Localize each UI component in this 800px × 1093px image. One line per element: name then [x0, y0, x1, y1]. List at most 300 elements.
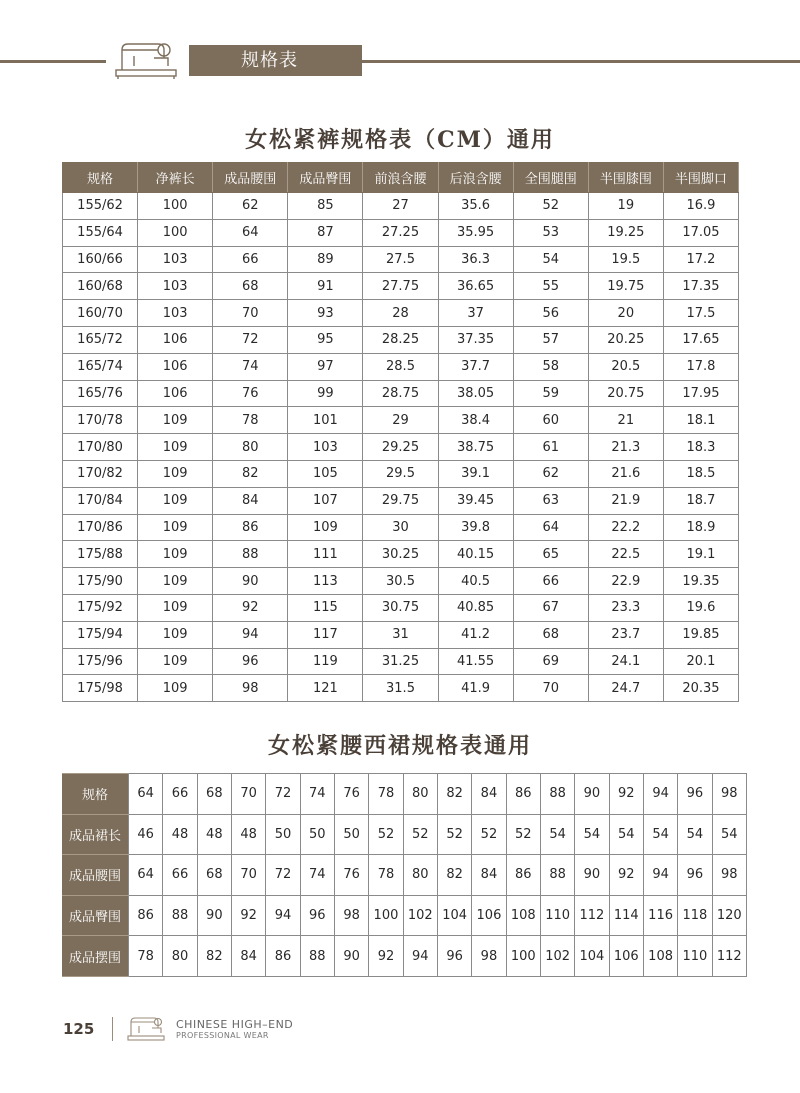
table-cell: 96: [678, 855, 712, 896]
table-cell: 74: [213, 353, 288, 380]
table-cell: 170/80: [63, 434, 138, 461]
table-cell: 18.1: [663, 407, 738, 434]
table-cell: 160/70: [63, 300, 138, 327]
table-cell: 87: [288, 219, 363, 246]
table-cell: 99: [288, 380, 363, 407]
table-cell: 17.5: [663, 300, 738, 327]
table-cell: 28.5: [363, 353, 438, 380]
table-cell: 21.6: [588, 460, 663, 487]
table-cell: 28.75: [363, 380, 438, 407]
row-header: 成品裙长: [62, 814, 129, 855]
table-cell: 48: [163, 814, 197, 855]
table-cell: 96: [678, 774, 712, 815]
table-cell: 37.7: [438, 353, 513, 380]
table-row: [62, 895, 747, 936]
table-cell: 21: [588, 407, 663, 434]
footer-brand-line2: PROFESSIONAL WEAR: [176, 1031, 269, 1040]
table-cell: 23.7: [588, 621, 663, 648]
table-cell: 86: [506, 774, 540, 815]
table-cell: 92: [609, 855, 643, 896]
table-cell: 52: [513, 193, 588, 220]
table-cell: 31.25: [363, 648, 438, 675]
table-cell: 90: [197, 895, 231, 936]
table-cell: 90: [213, 568, 288, 595]
table-cell: 90: [575, 855, 609, 896]
table-cell: 97: [288, 353, 363, 380]
table-cell: 90: [334, 936, 368, 977]
table-cell: 98: [712, 855, 746, 896]
table-cell: 54: [609, 814, 643, 855]
table-cell: 118: [678, 895, 712, 936]
table-cell: 107: [288, 487, 363, 514]
table-cell: 112: [575, 895, 609, 936]
table-cell: 17.65: [663, 326, 738, 353]
table-cell: 39.8: [438, 514, 513, 541]
table-cell: 36.3: [438, 246, 513, 273]
table-cell: 66: [163, 855, 197, 896]
table-cell: 72: [266, 774, 300, 815]
table-cell: 39.45: [438, 487, 513, 514]
table-cell: 84: [213, 487, 288, 514]
table-cell: 111: [288, 541, 363, 568]
table-cell: 17.8: [663, 353, 738, 380]
table-cell: 68: [513, 621, 588, 648]
table-cell: 109: [138, 434, 213, 461]
table-cell: 20.1: [663, 648, 738, 675]
table-cell: 109: [138, 487, 213, 514]
table-cell: 112: [712, 936, 746, 977]
table-cell: 155/64: [63, 219, 138, 246]
table-cell: 103: [138, 300, 213, 327]
table-cell: 18.7: [663, 487, 738, 514]
table-cell: 54: [678, 814, 712, 855]
table-cell: 170/78: [63, 407, 138, 434]
table-cell: 52: [472, 814, 506, 855]
table-cell: 170/86: [63, 514, 138, 541]
table-cell: 80: [213, 434, 288, 461]
table-cell: 100: [138, 219, 213, 246]
table-cell: 22.9: [588, 568, 663, 595]
table-cell: 31: [363, 621, 438, 648]
table-row: [63, 514, 739, 541]
table-cell: 58: [513, 353, 588, 380]
table-cell: 106: [138, 380, 213, 407]
pants-column-header: 成品臀围: [288, 163, 363, 193]
table-row: [63, 568, 739, 595]
table-cell: 70: [513, 675, 588, 702]
row-header: 规格: [62, 774, 129, 815]
table-row: [63, 246, 739, 273]
footer-divider: [112, 1017, 113, 1041]
table-cell: 109: [138, 594, 213, 621]
table-cell: 95: [288, 326, 363, 353]
table-cell: 21.3: [588, 434, 663, 461]
table-cell: 50: [300, 814, 334, 855]
table-cell: 110: [678, 936, 712, 977]
table-cell: 22.5: [588, 541, 663, 568]
table-cell: 27.5: [363, 246, 438, 273]
table-cell: 19.25: [588, 219, 663, 246]
table-cell: 20.35: [663, 675, 738, 702]
table-cell: 57: [513, 326, 588, 353]
table-cell: 74: [300, 855, 334, 896]
table-cell: 86: [129, 895, 163, 936]
table-cell: 160/68: [63, 273, 138, 300]
table-cell: 67: [513, 594, 588, 621]
table-cell: 48: [197, 814, 231, 855]
table-cell: 175/90: [63, 568, 138, 595]
pants-header-row: [63, 163, 739, 193]
table-cell: 76: [213, 380, 288, 407]
table-row: [63, 353, 739, 380]
table-cell: 41.9: [438, 675, 513, 702]
table-cell: 38.05: [438, 380, 513, 407]
table-cell: 22.2: [588, 514, 663, 541]
table-cell: 101: [288, 407, 363, 434]
table-cell: 103: [138, 273, 213, 300]
table-cell: 165/74: [63, 353, 138, 380]
table-cell: 64: [129, 774, 163, 815]
table-cell: 64: [513, 514, 588, 541]
table-cell: 109: [138, 648, 213, 675]
table-cell: 30: [363, 514, 438, 541]
table-row: [63, 434, 739, 461]
table-cell: 20.5: [588, 353, 663, 380]
table-cell: 119: [288, 648, 363, 675]
sewing-machine-icon: [114, 36, 178, 80]
footer-brand-line1: CHINESE HIGH–END: [176, 1018, 294, 1031]
table-cell: 80: [403, 855, 437, 896]
table-cell: 41.2: [438, 621, 513, 648]
table-cell: 175/88: [63, 541, 138, 568]
table-cell: 86: [266, 936, 300, 977]
table-cell: 160/66: [63, 246, 138, 273]
table-row: [63, 621, 739, 648]
table-cell: 86: [506, 855, 540, 896]
table-cell: 90: [575, 774, 609, 815]
row-header: 成品腰围: [62, 855, 129, 896]
pants-column-header: 前浪含腰: [363, 163, 438, 193]
table-row: [63, 541, 739, 568]
table-cell: 20: [588, 300, 663, 327]
table-cell: 63: [513, 487, 588, 514]
table-cell: 40.5: [438, 568, 513, 595]
table-cell: 66: [163, 774, 197, 815]
table-cell: 106: [138, 353, 213, 380]
table-cell: 106: [609, 936, 643, 977]
table-cell: 38.75: [438, 434, 513, 461]
table-cell: 54: [513, 246, 588, 273]
table-cell: 85: [288, 193, 363, 220]
table-cell: 109: [138, 541, 213, 568]
table-cell: 92: [609, 774, 643, 815]
table-cell: 19.85: [663, 621, 738, 648]
header-rule-left: [0, 60, 106, 63]
pants-size-table: [62, 162, 739, 702]
table-cell: 100: [506, 936, 540, 977]
table-cell: 66: [513, 568, 588, 595]
table-cell: 52: [506, 814, 540, 855]
table-cell: 88: [300, 936, 334, 977]
table-cell: 62: [213, 193, 288, 220]
table-cell: 68: [197, 855, 231, 896]
table-cell: 40.85: [438, 594, 513, 621]
table-cell: 38.4: [438, 407, 513, 434]
table-cell: 100: [369, 895, 403, 936]
table-cell: 39.1: [438, 460, 513, 487]
table-cell: 62: [513, 460, 588, 487]
table-cell: 36.65: [438, 273, 513, 300]
table-cell: 109: [138, 514, 213, 541]
table-row: [62, 936, 747, 977]
table-cell: 175/98: [63, 675, 138, 702]
table-cell: 102: [540, 936, 574, 977]
table-cell: 110: [540, 895, 574, 936]
table-cell: 28: [363, 300, 438, 327]
table-cell: 74: [300, 774, 334, 815]
table-cell: 54: [643, 814, 677, 855]
table-cell: 23.3: [588, 594, 663, 621]
table-cell: 59: [513, 380, 588, 407]
table-row: [63, 407, 739, 434]
table-cell: 98: [712, 774, 746, 815]
table-cell: 20.75: [588, 380, 663, 407]
table-cell: 98: [213, 675, 288, 702]
pants-column-header: 全围腿围: [513, 163, 588, 193]
table-cell: 19.6: [663, 594, 738, 621]
table-row: [63, 460, 739, 487]
table-cell: 70: [231, 774, 265, 815]
table-cell: 84: [231, 936, 265, 977]
table-cell: 54: [575, 814, 609, 855]
table-cell: 55: [513, 273, 588, 300]
table-cell: 82: [197, 936, 231, 977]
table-row: [63, 648, 739, 675]
table-cell: 96: [213, 648, 288, 675]
table-cell: 109: [138, 621, 213, 648]
table-cell: 68: [213, 273, 288, 300]
table-cell: 70: [213, 300, 288, 327]
table-cell: 64: [129, 855, 163, 896]
table-cell: 96: [437, 936, 471, 977]
table-cell: 66: [213, 246, 288, 273]
table-cell: 54: [712, 814, 746, 855]
table-cell: 80: [403, 774, 437, 815]
table-cell: 72: [266, 855, 300, 896]
table-cell: 165/72: [63, 326, 138, 353]
table-row: [63, 380, 739, 407]
table-cell: 121: [288, 675, 363, 702]
pants-column-header: 后浪含腰: [438, 163, 513, 193]
table-row: [63, 594, 739, 621]
table-row: [63, 675, 739, 702]
table-cell: 92: [369, 936, 403, 977]
table-cell: 114: [609, 895, 643, 936]
table-cell: 94: [643, 855, 677, 896]
table-cell: 86: [213, 514, 288, 541]
table-cell: 61: [513, 434, 588, 461]
table-cell: 48: [231, 814, 265, 855]
table-cell: 41.55: [438, 648, 513, 675]
table-cell: 37: [438, 300, 513, 327]
table-cell: 170/84: [63, 487, 138, 514]
table-cell: 93: [288, 300, 363, 327]
table-cell: 29.5: [363, 460, 438, 487]
table-cell: 98: [334, 895, 368, 936]
table-cell: 52: [437, 814, 471, 855]
row-header: 成品臀围: [62, 895, 129, 936]
table-row: [63, 193, 739, 220]
table-cell: 82: [437, 855, 471, 896]
table-cell: 19.35: [663, 568, 738, 595]
table-cell: 17.95: [663, 380, 738, 407]
table-cell: 46: [129, 814, 163, 855]
table-cell: 17.2: [663, 246, 738, 273]
table-cell: 175/96: [63, 648, 138, 675]
table-cell: 170/82: [63, 460, 138, 487]
table-cell: 109: [138, 675, 213, 702]
table-cell: 155/62: [63, 193, 138, 220]
table-cell: 84: [472, 855, 506, 896]
table-cell: 16.9: [663, 193, 738, 220]
table-cell: 52: [369, 814, 403, 855]
header-rule-right: [362, 60, 800, 63]
table-row: [62, 855, 747, 896]
skirt-table-title: 女松紧腰西裙规格表通用: [267, 733, 532, 759]
table-cell: 100: [138, 193, 213, 220]
table-cell: 37.35: [438, 326, 513, 353]
table-cell: 19.75: [588, 273, 663, 300]
table-row: [62, 814, 747, 855]
table-row: [63, 487, 739, 514]
table-cell: 94: [266, 895, 300, 936]
table-cell: 82: [213, 460, 288, 487]
pants-table-title: 女松紧裤规格表（CM）通用: [245, 127, 555, 153]
table-cell: 76: [334, 855, 368, 896]
table-cell: 56: [513, 300, 588, 327]
header-label: 规格表: [189, 45, 362, 76]
table-cell: 24.1: [588, 648, 663, 675]
table-cell: 76: [334, 774, 368, 815]
table-cell: 30.25: [363, 541, 438, 568]
table-cell: 106: [472, 895, 506, 936]
table-cell: 29.75: [363, 487, 438, 514]
table-cell: 175/94: [63, 621, 138, 648]
table-cell: 96: [300, 895, 334, 936]
row-header: 成品摆围: [62, 936, 129, 977]
table-row: [62, 774, 747, 815]
table-cell: 18.3: [663, 434, 738, 461]
table-cell: 40.15: [438, 541, 513, 568]
table-cell: 70: [231, 855, 265, 896]
table-cell: 82: [437, 774, 471, 815]
page-number: 125: [63, 1020, 95, 1038]
table-row: [63, 326, 739, 353]
pants-column-header: 半围膝围: [588, 163, 663, 193]
table-cell: 35.6: [438, 193, 513, 220]
table-cell: 27.25: [363, 219, 438, 246]
table-cell: 50: [266, 814, 300, 855]
table-cell: 19.1: [663, 541, 738, 568]
table-cell: 88: [540, 855, 574, 896]
table-cell: 92: [213, 594, 288, 621]
pants-column-header: 净裤长: [138, 163, 213, 193]
table-cell: 65: [513, 541, 588, 568]
table-cell: 21.9: [588, 487, 663, 514]
table-cell: 35.95: [438, 219, 513, 246]
table-cell: 117: [288, 621, 363, 648]
table-cell: 30.5: [363, 568, 438, 595]
table-cell: 53: [513, 219, 588, 246]
table-cell: 28.25: [363, 326, 438, 353]
table-cell: 102: [403, 895, 437, 936]
table-cell: 17.35: [663, 273, 738, 300]
table-cell: 109: [138, 460, 213, 487]
table-cell: 94: [643, 774, 677, 815]
table-cell: 29: [363, 407, 438, 434]
table-cell: 27.75: [363, 273, 438, 300]
table-cell: 103: [138, 246, 213, 273]
table-cell: 113: [288, 568, 363, 595]
table-row: [63, 300, 739, 327]
table-cell: 31.5: [363, 675, 438, 702]
table-cell: 89: [288, 246, 363, 273]
table-cell: 52: [403, 814, 437, 855]
table-cell: 106: [138, 326, 213, 353]
table-cell: 104: [437, 895, 471, 936]
pants-column-header: 成品腰围: [213, 163, 288, 193]
table-cell: 109: [288, 514, 363, 541]
table-row: [63, 219, 739, 246]
table-cell: 50: [334, 814, 368, 855]
table-cell: 18.5: [663, 460, 738, 487]
table-cell: 64: [213, 219, 288, 246]
table-cell: 27: [363, 193, 438, 220]
table-cell: 109: [138, 407, 213, 434]
table-cell: 120: [712, 895, 746, 936]
table-cell: 115: [288, 594, 363, 621]
table-cell: 88: [163, 895, 197, 936]
table-cell: 18.9: [663, 514, 738, 541]
table-cell: 78: [369, 774, 403, 815]
table-cell: 165/76: [63, 380, 138, 407]
sewing-machine-icon: [127, 1014, 165, 1042]
table-cell: 88: [540, 774, 574, 815]
table-cell: 78: [129, 936, 163, 977]
table-cell: 17.05: [663, 219, 738, 246]
table-cell: 109: [138, 568, 213, 595]
table-cell: 105: [288, 460, 363, 487]
table-cell: 54: [540, 814, 574, 855]
table-cell: 80: [163, 936, 197, 977]
table-cell: 116: [643, 895, 677, 936]
table-cell: 108: [643, 936, 677, 977]
table-cell: 88: [213, 541, 288, 568]
table-cell: 84: [472, 774, 506, 815]
table-cell: 108: [506, 895, 540, 936]
skirt-size-table: [62, 773, 747, 977]
table-cell: 19: [588, 193, 663, 220]
table-cell: 104: [575, 936, 609, 977]
table-cell: 30.75: [363, 594, 438, 621]
pants-column-header: 规格: [63, 163, 138, 193]
table-cell: 94: [403, 936, 437, 977]
table-cell: 69: [513, 648, 588, 675]
table-cell: 92: [231, 895, 265, 936]
table-cell: 94: [213, 621, 288, 648]
table-cell: 98: [472, 936, 506, 977]
table-row: [63, 273, 739, 300]
